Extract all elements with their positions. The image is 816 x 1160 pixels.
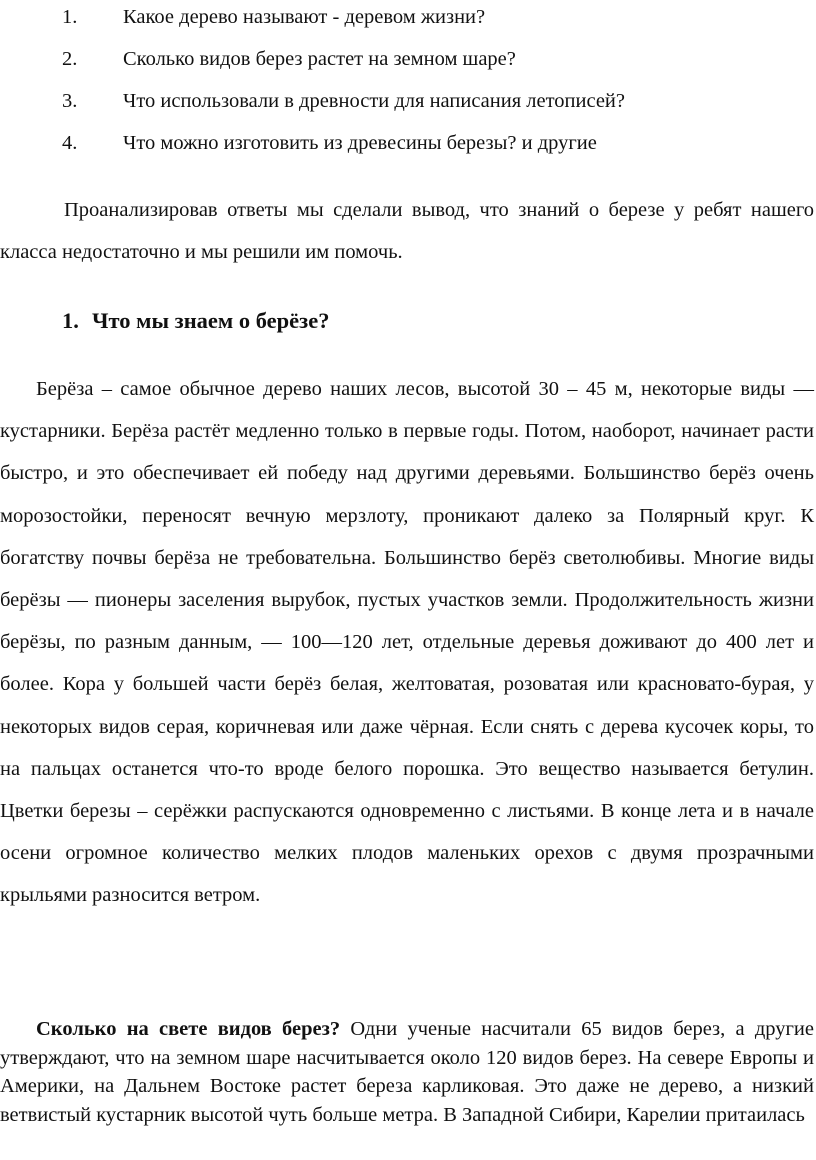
list-item-number: 2. [62, 48, 78, 70]
list-item-number: 4. [62, 132, 78, 154]
list-item [0, 126, 816, 168]
species-paragraph-text: Одни ученые насчитали 65 видов берез, а другие утверждают, что на земном шаре насчитывается около 120 видов берез. На севере Европы и Америки, на Дальнем Востоке растет береза карликовая. Это даже не дерево, а низкий ветвистый кустарник высотой чуть больше метра. В Западной Сибири, Карелии притаилась [0, 1018, 814, 1127]
section-heading [62, 300, 329, 342]
list-item-text: Что можно изготовить из древесины березы? и другие [123, 132, 597, 154]
section-title: Что мы знаем о берёзе? [92, 308, 330, 333]
list-item [0, 42, 816, 84]
list-item [0, 0, 816, 42]
list-item-number: 1. [62, 6, 78, 28]
body-paragraph: Берёза – самое обычное дерево наших лесов, высотой 30 – 45 м, некоторые виды — кустарники. Берёза растёт медленно только в первые годы. Потом, наоборот, начинает расти быстро, и это обеспечивает ей победу над другими деревьями. Большинство берёз очень морозостойки, переносят вечную мерзлоту, проникают далеко за Полярный круг. К богатству почвы берёза не требовательна. Большинство берёз светолюбивы. Многие виды берёзы — пионеры заселения вырубок, пустых участков земли. Продолжительность жизни берёзы, по разным данным, — 100—120 лет, отдельные деревья доживают до 400 лет и более. Кора у большей части берёз белая, желтоватая, розоватая или красновато-бурая, у некоторых видов серая, коричневая или даже чёрная. Если снять с дерева кусочек коры, то на пальцах останется что-то вроде белого порошка. Это вещество называется бетулин. Цветки березы – серёжки распускаются одновременно с листьями. В конце лета и в начале осени огромное количество мелких плодов маленьких орехов с двумя прозрачными крыльями разносится ветром. [0, 378, 814, 907]
list-item-text: Какое дерево называют - деревом жизни? [123, 6, 486, 28]
species-question: Сколько на свете видов берез? [36, 1018, 341, 1040]
list-item-text: Сколько видов берез растет на земном шаре? [123, 48, 516, 70]
list-item-text: Что использовали в древности для написания летописей? [123, 90, 625, 112]
section-number: 1. [62, 308, 79, 333]
list-item-number: 3. [62, 90, 78, 112]
species-paragraph [0, 1015, 814, 1130]
conclusion-paragraph: Проанализировав ответы мы сделали вывод, что знаний о березе у ребят нашего класса недостаточно и мы решили им помочь. [0, 199, 814, 263]
list-item [0, 84, 816, 126]
question-list [0, 0, 816, 168]
